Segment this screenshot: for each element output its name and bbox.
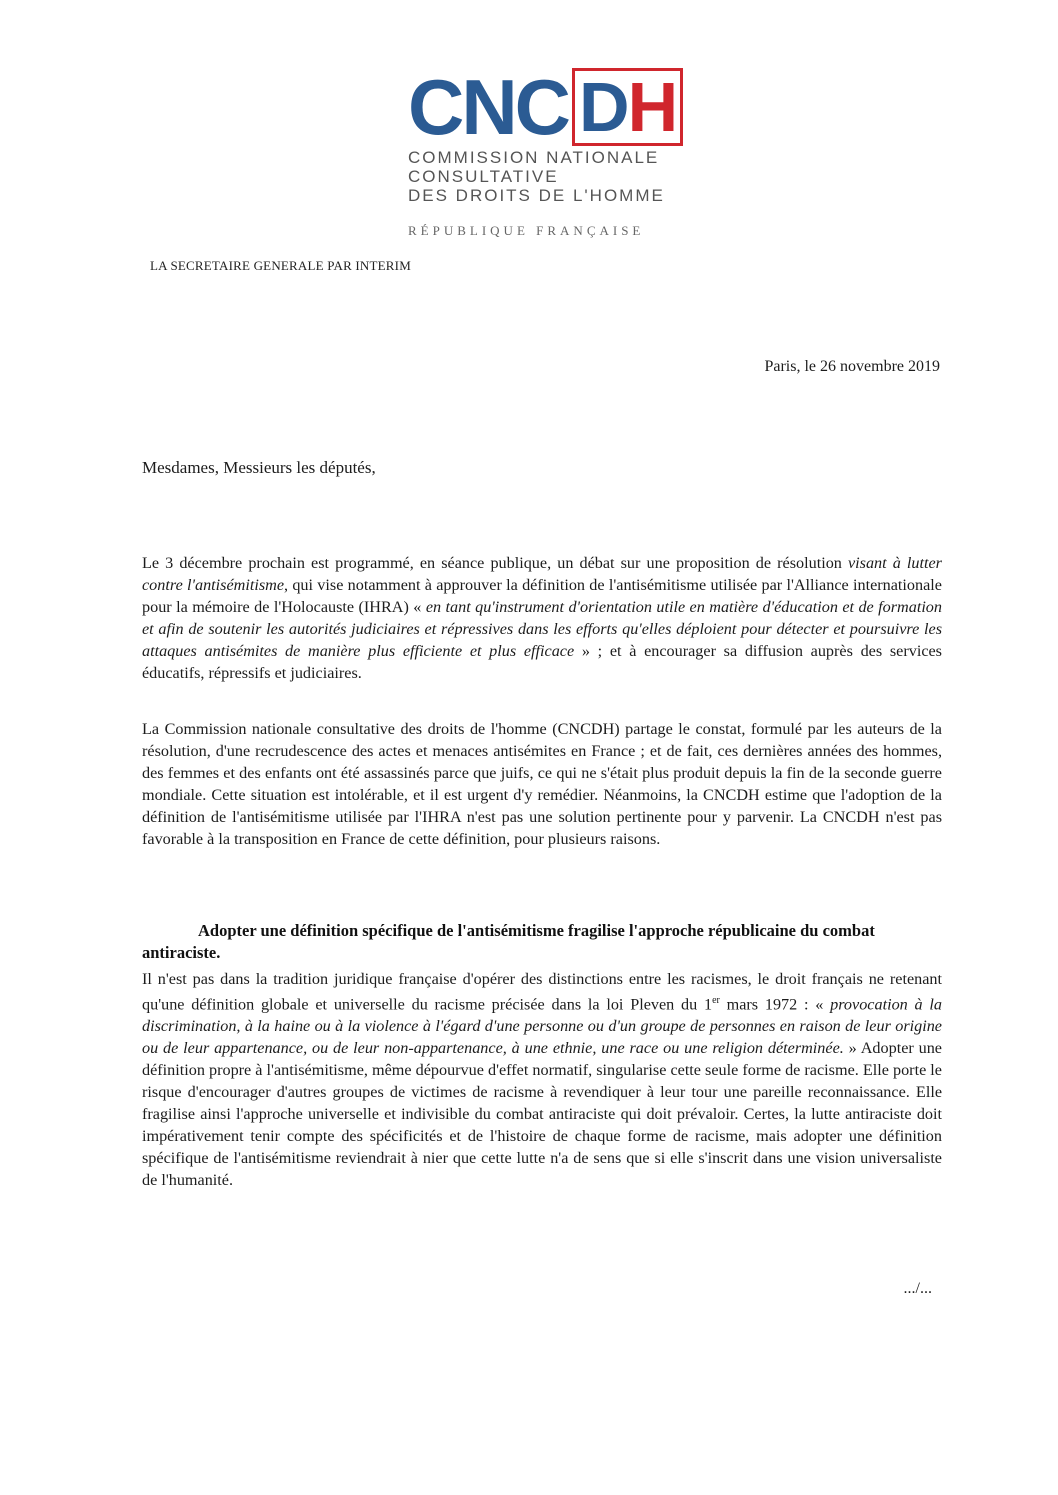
p1-text-3: » ; et à encourager sa diffusion auprès des services éducatifs, répressifs et judiciaires. (142, 642, 942, 682)
cncdh-logo (408, 63, 698, 239)
section-heading: Adopter une définition spécifique de l'antisémitisme fragilise l'approche républicaine du combat antiraciste. (142, 921, 875, 962)
paragraph-2: La Commission nationale consultative des droits de l'homme (CNCDH) partage le constat, formulé par les auteurs de la résolution, d'une recrudescence des actes et menaces antisémites en France ; et de fait, ces dernières années des hommes, des femmes et des enfants ont été assassinés parce que juifs, ce qui ne s'était plus produit depuis la fin de la seconde guerre mondiale. Cette situation est intolérable, et il est urgent d'y remédier. Néanmoins, la CNCDH estime que l'adoption de la définition de l'antisémitisme utilisée par l'IHRA n'est pas une solution pertinente pour y parvenir. La CNCDH n'est pas favorable à la transposition en France de cette définition, pour plusieurs raisons. (142, 720, 942, 848)
logo-subtitle (408, 148, 698, 205)
p1-text-1: Le 3 décembre prochain est programmé, en séance publique, un débat sur une proposition de résolution (142, 554, 848, 572)
logo-letter-d: D (579, 68, 628, 146)
p3-text-1: Il n'est pas dans la tradition juridique française d'opérer des distinctions entre les racismes, le droit français ne retenant qu'une définition globale et universelle du racisme précisée dans la loi Pleven du 1 (142, 970, 942, 1014)
logo-republique: RÉPUBLIQUE FRANÇAISE (408, 223, 645, 238)
logo-letter-h: H (627, 68, 677, 146)
p1-italic-1: visant à lutter contre l'antisémitisme (142, 554, 942, 594)
paragraph-1 (142, 552, 942, 684)
p3-italic-quote: provocation à la discrimination, à la haine ou à la violence à l'égard d'une personne ou d'un groupe de personnes en raison de leur origine ou de leur appartenance, ou de leur non-appartenance, à une ethnie, une race ou une religion déterminée. (142, 995, 942, 1058)
p1-text-2: , qui vise notamment à approuver la définition de l'antisémitisme utilisée par l'Alliance internationale pour la mémoire de l'Holocauste (IHRA) « (142, 576, 942, 616)
logo-wordmark (408, 63, 698, 151)
letter-date: Paris, le 26 novembre 2019 (764, 358, 940, 375)
logo-letters-dh-box (572, 68, 683, 146)
logo-subtitle-line-2: CONSULTATIVE (408, 167, 559, 186)
sender-title: LA SECRETAIRE GENERALE PAR INTERIM (150, 258, 411, 273)
logo-subtitle-line-1: COMMISSION NATIONALE (408, 148, 660, 167)
p3-text-3: » Adopter une définition propre à l'antisémitisme, même dépourvue d'effet normatif, singularise cette seule forme de racisme. Elle porte le risque d'encourager d'autres groupes de victimes de racisme à revendiquer à leur tour une pareille reconnaissance. Elle fragilise ainsi l'approche universelle et indivisible du combat antiraciste qui doit prévaloir. Certes, la lutte antiraciste doit impérativement tenir compte des spécificités et de l'histoire de chaque forme de racisme, mais adopter une définition spécifique de l'antisémitisme reviendrait à nier que cette lutte n'a de sens que si elle s'inscrit dans une vision universaliste de l'humanité. (142, 1039, 942, 1190)
logo-letters-cnc: CNC (408, 63, 568, 151)
sender-line (150, 258, 411, 274)
continuation-mark: .../... (903, 1280, 932, 1297)
logo-subtitle-line-3: DES DROITS DE L'HOMME (408, 186, 665, 205)
p1-italic-2: en tant qu'instrument d'orientation utile en matière d'éducation et de formation et afin de soutenir les autorités judiciaires et répressives dans les efforts qu'elles déploient pour détecter et poursuivre les attaques antisémites de manière plus efficiente et plus efficace (142, 598, 942, 660)
p3-superscript: er (712, 995, 720, 1006)
salutation: Mesdames, Messieurs les députés, (142, 458, 376, 477)
paragraph-3 (142, 968, 942, 1191)
p3-text-2: mars 1972 : « (719, 995, 831, 1014)
